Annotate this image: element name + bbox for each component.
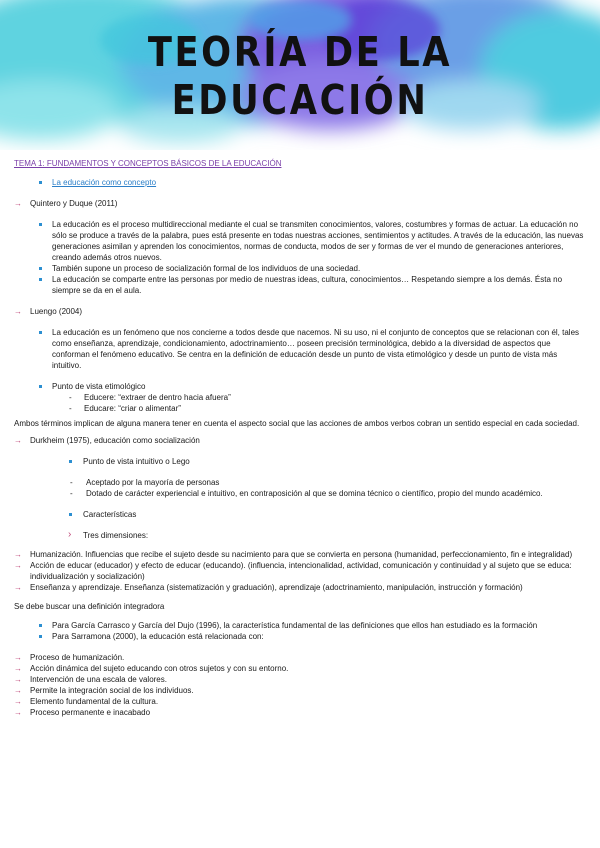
document-body	[14, 158, 588, 718]
etimologico-bullet: Punto de vista etimológico	[14, 381, 588, 392]
luengo-heading: → Luengo (2004)	[14, 306, 588, 317]
intuitivo-bullet: Punto de vista intuitivo o Lego	[14, 456, 588, 467]
dimension-ensenanza: → Enseñanza y aprendizaje. Enseñanza (sistematización y graduación), aprendizaje (adoctrinamiento, manipulación, instrucción y formación)	[14, 582, 588, 593]
sarramona-item-4: → Permite la integración social de los individuos.	[14, 685, 588, 696]
quintero-bullet-1: La educación es el proceso multidireccional mediante el cual se transmiten conocimientos, valores, costumbres y formas de actuar. La educación no sólo se produce a través de la palabra, pues está presente en todas nuestras acciones, sentimientos y actitudes. A través de la educación, las nuevas generaciones asimilan y aprenden los conocimientos, normas de conducta, modos de ser y formas de ver el mundo de generaciones anteriores, creando además otros nuevos.	[14, 219, 588, 263]
sarramona-item-6: → Proceso permanente e inacabado	[14, 707, 588, 718]
dimension-accion-educar: → Acción de educar (educador) y efecto de educar (educando). (influencia, intencionalidad, actividad, comunicación y continuidad y al sujeto que se educa: individualización y socialización)	[14, 560, 588, 582]
concepto-link[interactable]: La educación como concepto	[52, 178, 157, 187]
quintero-bullet-2: También supone un proceso de socialización formal de los individuos de una sociedad.	[14, 263, 588, 274]
ambos-paragraph: Ambos términos implican de alguna manera tener en cuenta el aspecto social que las acciones de ambos verbos cobran un sentido especial en cada sociedad.	[14, 419, 580, 428]
luengo-bullet-1: La educación es un fenómeno que nos concierne a todos desde que nacemos. Ni su uso, ni el conjunto de conceptos que se relacionan con él, tales como enseñanza, aprendizaje, condicionamiento, adoctrinamiento… poseen precisión terminológica, debido a la diversidad de aspectos que conforman el fenómeno educativo. Se centra en la definición de educación desde un punto de vista etimológico y desde un punto de vista más intuitivo.	[14, 327, 588, 371]
quintero-bullet-3: La educación se comparte entre las personas por medio de nuestras ideas, cultura, conocimientos… Respetando siempre a los demás. Ésta no siempre se da en el aula.	[14, 274, 588, 296]
sarramona-bullet: Para Sarramona (2000), la educación está relacionada con:	[14, 631, 588, 642]
garcia-bullet: Para García Carrasco y García del Dujo (1996), la característica fundamental de las definiciones que ellos han estudiado es la formación	[14, 620, 588, 631]
educare-item: - Educare: “criar o alimentar”	[14, 403, 588, 414]
bullet-concepto	[14, 177, 588, 188]
document-title: TEORÍA DE LA EDUCACIÓN	[147, 28, 453, 124]
dotado-item: - Dotado de carácter experiencial e intuitivo, en contraposición al que se domina técnico o científico, propio del mundo académico.	[14, 488, 588, 499]
educere-item: - Educere: “extraer de dentro hacia afuera”	[14, 392, 588, 403]
tres-dimensiones-item: › Tres dimensiones:	[14, 530, 588, 541]
dimension-humanizacion: → Humanización. Influencias que recibe el sujeto desde su nacimiento para que se convierta en persona (humanidad, perfeccionamiento, fin e integralidad)	[14, 549, 588, 560]
quintero-heading: → Quintero y Duque (2011)	[14, 198, 588, 209]
section-heading: TEMA 1: FUNDAMENTOS Y CONCEPTOS BÁSICOS DE LA EDUCACIÓN	[14, 159, 282, 168]
sarramona-item-2: → Acción dinámica del sujeto educando con otros sujetos y con su entorno.	[14, 663, 588, 674]
sarramona-item-3: → Intervención de una escala de valores.	[14, 674, 588, 685]
integradora-heading: Se debe buscar una definición integradora	[14, 602, 165, 611]
watercolor-header	[0, 0, 600, 150]
sarramona-item-5: → Elemento fundamental de la cultura.	[14, 696, 588, 707]
durkheim-heading: → Durkheim (1975), educación como socialización	[14, 435, 588, 446]
aceptado-item: - Aceptado por la mayoría de personas	[14, 477, 588, 488]
caracteristicas-bullet: Características	[14, 509, 588, 520]
sarramona-item-1: → Proceso de humanización.	[14, 652, 588, 663]
